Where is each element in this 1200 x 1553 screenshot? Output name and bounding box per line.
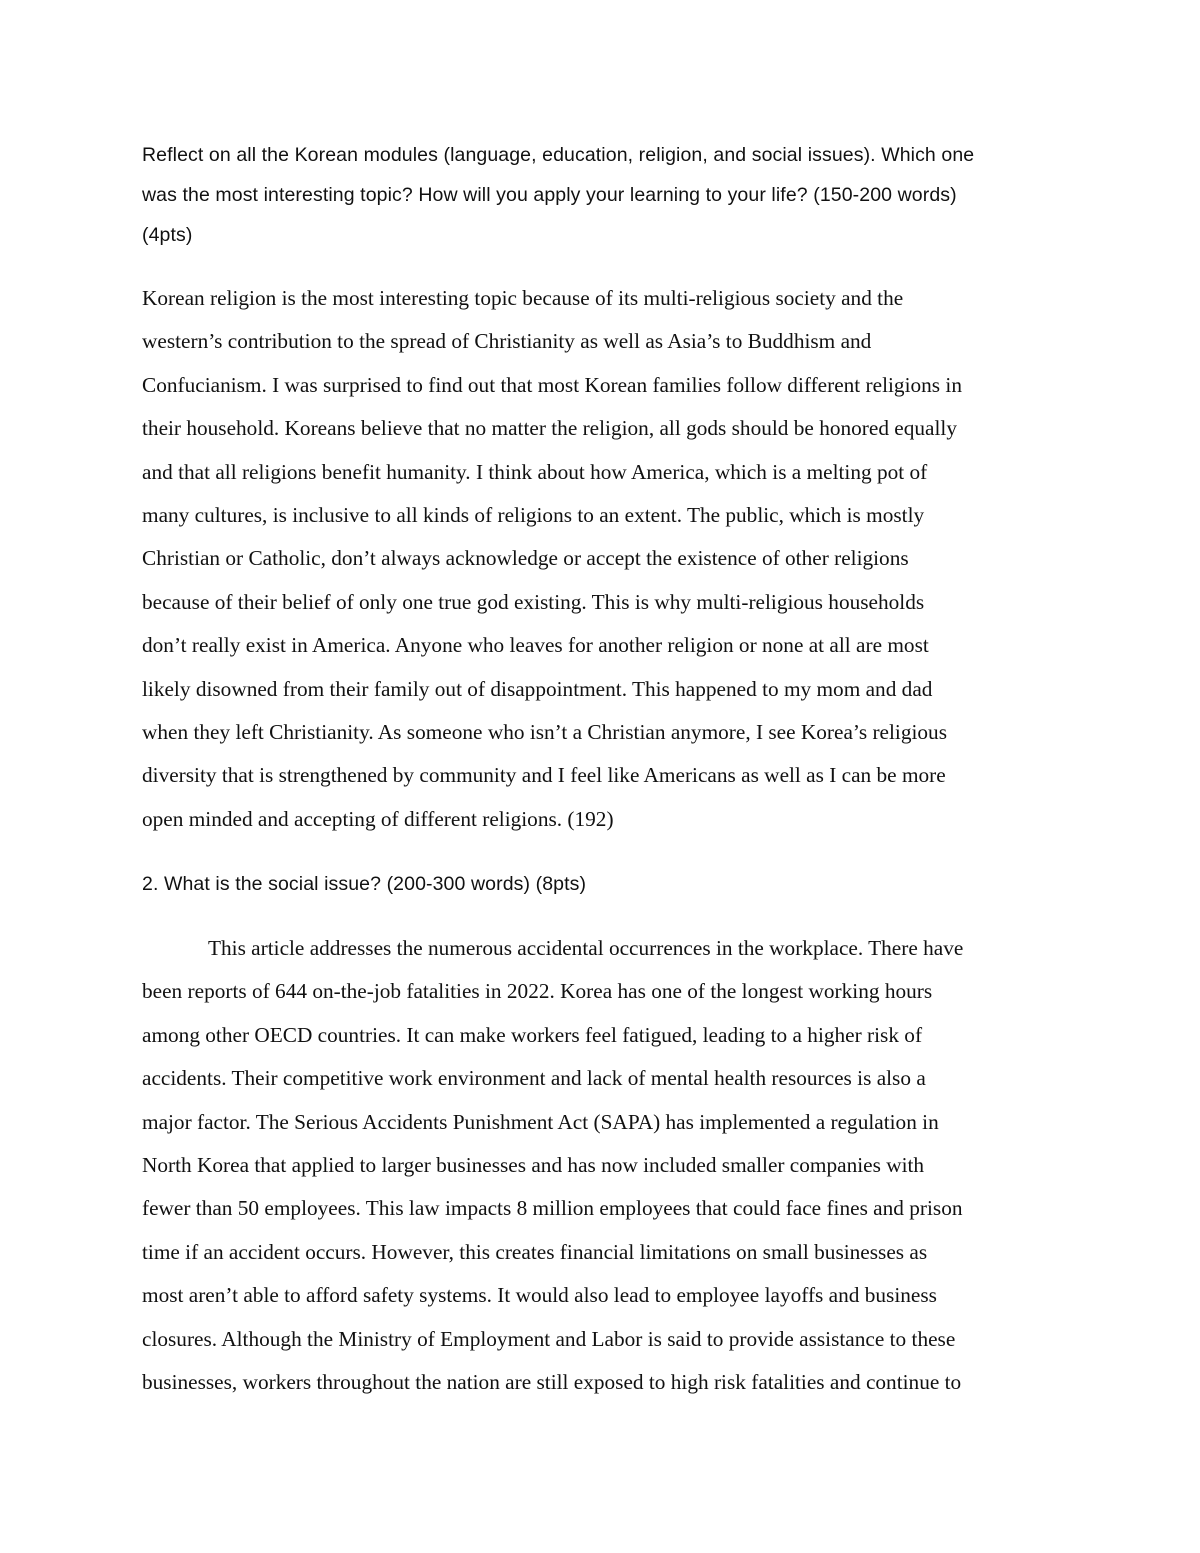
answer-2-line: fewer than 50 employees. This law impacts 8 million employees that could face fines and prison (142, 1196, 963, 1221)
answer-2-line: been reports of 644 on-the-job fatalities in 2022. Korea has one of the longest working hours (142, 979, 933, 1004)
answer-2 (142, 927, 1058, 1404)
question-2-text: 2. What is the social issue? (200-300 words) (8pts) (142, 873, 587, 895)
answer-1-line: don’t really exist in America. Anyone who leaves for another religion or none at all are most (142, 633, 929, 658)
answer-2-line: most aren’t able to afford safety systems. It would also lead to employee layoffs and business (142, 1283, 937, 1308)
answer-2-line: This article addresses the numerous accidental occurrences in the workplace. There have (208, 936, 964, 960)
answer-1-line: likely disowned from their family out of disappointment. This happened to my mom and dad (142, 676, 933, 701)
question-1-line: (4pts) (142, 224, 193, 246)
question-2 (142, 864, 1058, 904)
answer-1 (142, 277, 1058, 841)
answer-2-line: accidents. Their competitive work environment and lack of mental health resources is also a (142, 1066, 926, 1091)
answer-2-line: closures. Although the Ministry of Employment and Labor is said to provide assistance to these (142, 1326, 956, 1351)
answer-1-line: western’s contribution to the spread of Christianity as well as Asia’s to Buddhism and (142, 329, 872, 354)
answer-1-line: and that all religions benefit humanity. I think about how America, which is a melting pot of (142, 459, 928, 484)
answer-1-line: diversity that is strengthened by community and I feel like Americans as well as I can be more (142, 763, 946, 788)
answer-2-line: among other OECD countries. It can make workers feel fatigued, leading to a higher risk of (142, 1022, 923, 1047)
question-1 (142, 135, 1058, 255)
answer-2-line: businesses, workers throughout the nation are still exposed to high risk fatalities and continue to (142, 1370, 962, 1395)
answer-1-line: because of their belief of only one true god existing. This is why multi-religious households (142, 589, 925, 614)
answer-2-line: North Korea that applied to larger businesses and has now included smaller companies with (142, 1153, 925, 1178)
question-1-line: Reflect on all the Korean modules (language, education, religion, and social issues). Which one (142, 144, 975, 166)
answer-1-line: open minded and accepting of different religions. (192) (142, 806, 614, 831)
question-1-line: was the most interesting topic? How will you apply your learning to your life? (150-200 words) (142, 184, 957, 206)
answer-2-line: time if an accident occurs. However, this creates financial limitations on small businesses as (142, 1239, 928, 1264)
answer-2-line: major factor. The Serious Accidents Punishment Act (SAPA) has implemented a regulation in (142, 1109, 939, 1134)
answer-1-line: when they left Christianity. As someone who isn’t a Christian anymore, I see Korea’s religious (142, 720, 947, 745)
answer-1-line: many cultures, is inclusive to all kinds of religions to an extent. The public, which is mostly (142, 503, 925, 528)
answer-1-line: Christian or Catholic, don’t always acknowledge or accept the existence of other religions (142, 546, 909, 571)
answer-1-line: Confucianism. I was surprised to find out that most Korean families follow different religions in (142, 372, 962, 397)
answer-1-line: Korean religion is the most interesting topic because of its multi-religious society and the (142, 286, 904, 310)
answer-1-line: their household. Koreans believe that no matter the religion, all gods should be honored equally (142, 416, 957, 441)
